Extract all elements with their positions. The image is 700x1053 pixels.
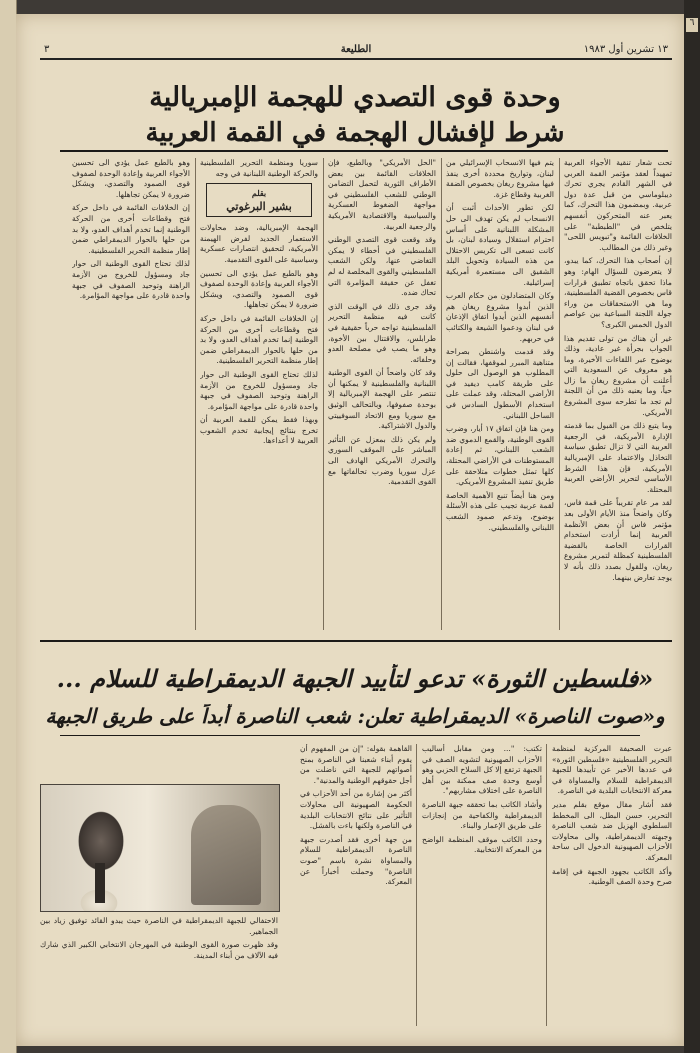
paragraph: يتم فيها الانسحاب الإسرائيلي من لبنان، وتواريخ محددة أخرى ينفذ فيها مشروع ريغان بخصوص الضفة الغربية وقطاع غزة.: [446, 158, 554, 199]
section-divider: [40, 640, 672, 642]
paragraph: وهو بالطبع عمل يؤدي الى تحسين الأجواء العربية وإعادة الوحدة لصفوف قوى الصمود والتصدي، ويشكل ضرورة لا يمكن تجاهلها.: [200, 268, 318, 310]
photo-background-figure: [191, 805, 261, 905]
article1-column-4: [200, 158, 318, 630]
column-rule: [441, 158, 442, 630]
page-header: [40, 44, 672, 60]
article1-column-3: [328, 158, 436, 630]
caption-paragraph: وقد ظهرت صورة القوى الوطنية في المهرجان الانتخابي الكبير الذي شارك فيه الآلاف من أبناء المدينة.: [40, 940, 278, 960]
paragraph: الهجمة الإمبريالية، وضد محاولات الاستعمار الجديد لفرض الهيمنة الأمريكية، لتحقيق انتصارات عسكرية وسياسية على القوى التقدمية.: [200, 223, 318, 264]
paragraph: وقد وقعت قوى التصدي الوطني الفلسطيني في أخطاء لا يمكن التغاضي عنها، ولكن الشعب الفلسطيني والقوى المخلصة له لم تغفل عن حقيقة المؤامرة التي تحاك ضده.: [328, 235, 436, 298]
paragraph: "الحل الأمريكي" وبالطبع، فإن الخلافات القائمة بين بعض الأطراف الثورية لتحمل التضامن الوطني للشعب الفلسطيني في مواجهة الضغوط العسكرية والسياسية والاقتصادية الأمريكية والرجعية العربية.: [328, 158, 436, 231]
paragraph: فقد أشار مقال موقع بقلم مدير التحرير، حسن البطل، الى المخطط السلطوي الهزيل ضد شعب الناصرة وجبهته الديمقراطية، والى محاولات الأحزاب الصهيونية الدخول الى ساحة المعركة.: [552, 799, 672, 862]
issue-date: ١٣ تشرين أول ١٩٨٣: [583, 44, 668, 55]
paragraph: إن الخلافات القائمة في داخل حركة فتح وقطاعات أخرى من الحركة الوطنية إنما تخدم أهداف العدو، ولا بد من حلها بالحوار الديمقراطي ضمن إطار منظمة التحرير الفلسطينية.: [72, 203, 190, 255]
main-headline: وحدة قوى التصدي للهجمة الإمبريالية: [149, 82, 561, 113]
column-rule: [416, 744, 417, 1026]
paragraph: أكثر من إشارة من أحد الأحزاب في الحكومة الصهيونية الى محاولات التأثير على نتائج الانتخابات البلدية في الناصرة ولكنها باءت بالفشل.: [300, 789, 412, 831]
paragraph: سوريا ومنظمة التحرير الفلسطينية والحركة الوطنية اللبنانية في وجه: [200, 158, 318, 178]
headline-rule: [60, 735, 640, 736]
paragraph: لكن تطور الأحداث أثبت أن الانسحاب لم يكن تهدف الى حل المشكلة اللبنانية على أساس احترام استقلال وسيادة لبنان، بل كانت تسعى الى تكريس الاحتلال من هذه السيادة وتحويل البلد الشقيق الى مستعمرة أمريكية إسرائيلية.: [446, 203, 554, 287]
article2-column-3: [300, 744, 412, 1026]
second-subheadline: و«صوت الناصرة» الديمقراطية تعلن: شعب الناصرة أبداً على طريق الجبهة: [45, 704, 665, 728]
paragraph: وأشاد الكاتب بما تحققه جبهة الناصرة الديمقراطية والكفاحية من إنجازات على طريق الإعمار والبناء.: [422, 799, 542, 831]
paragraph: وبهذا فقط يمكن للقمة العربية أن تخرج بنتائج إيجابية تخدم الشعوب العربية لا أعداءها.: [200, 415, 318, 446]
paragraph: غير أن هناك من تولى تقديم هذا الجواب بجرأة غير عادية، وذلك بوضوح عبر اللقاءات الأخيرة، وما هو معروف عن السعودية التي أعلنت أن مشروع ريغان ما زال حياً، وما يعنيه ذلك من أن اللجنة لم تجد ما تطرحه سوى المشروع الأمريكي.: [564, 333, 672, 417]
paragraph: تكتب: "... ومن مقابل أساليب الأحزاب الصهيونية لتشويه الصف في الجبهة ترتفع إلا كل السلاح الحزبي وهو أوسع وحدة صف ممكنة بين أهل الناصرة على اختلاف مشاربهم".: [422, 744, 542, 796]
article1-body: [40, 158, 672, 630]
adjacent-page-edge: [0, 0, 17, 1053]
column-rule: [323, 158, 324, 630]
paragraph: إن الخلافات القائمة في داخل حركة فتح وقطاعات أخرى من الحركة الوطنية إنما تخدم أهداف العدو، ولا بد من حلها بالحوار الديمقراطي ضمن إطار منظمة التحرير الفلسطينية.: [200, 313, 318, 366]
article2-body: [40, 744, 672, 1026]
paragraph: لذلك تحتاج القوى الوطنية الى حوار جاد ومسؤول للخروج من الأزمة الراهنة وتوحيد الصفوف في جبهة واحدة قادرة على مواجهة المؤامرة.: [72, 259, 190, 301]
main-subheadline: شرط لإفشال الهجمة في القمة العربية: [145, 118, 565, 148]
paragraph: عبرت الصحيفة المركزية لمنظمة التحرير الفلسطينية «فلسطين الثورة» في عددها الأخير عن تأييدها للجبهة الديمقراطية للسلام والمساواة في معركة الانتخابات البلدية في الناصرة.: [552, 744, 672, 796]
headline-rule: [60, 150, 668, 152]
paragraph: وما يتبع ذلك من القبول بما قدمته الإدارة الأمريكية، في الرجعية العربية التي لا تزال تطبق سياسة التخاذل والاعتماد على الإمبريالية الأمريكية، فإن هذا الشرط الأساسي لتحرير الأراضي العربية المحتلة.: [564, 421, 672, 494]
paragraph: وكان المتضادلون من حكام العرب الذين أبدوا مشروع ريغان هم أنفسهم الذين أيدوا اتفاق الإذعان في لبنان ودعموا الشيعة والكتائب في حربهم.: [446, 291, 554, 343]
article1-column-5: [72, 158, 190, 630]
column-rule: [546, 744, 547, 1026]
paragraph: من جهة أخرى فقد أصدرت جبهة الناصرة الديمقراطية للسلام والمساواة نشرة باسم "صوت الناصرة" وحملت أخباراً عن المعركة.: [300, 834, 412, 887]
second-headline: «فلسطين الثورة» تدعو لتأييد الجبهة الديمقراطية للسلام ...: [56, 664, 654, 693]
paragraph: إن أصحاب هذا التحرك، كما يبدو، لا يتعرضون للسؤال الهام: وهو ماذا تحقق باتجاه تطبيق قرارات قاس بخصوص القضية الفلسطينية، وما هي الاستحقاقات من وراء جولة اللجنة السباعية بين عواصم الدول الخمس الكبرى؟: [564, 256, 672, 329]
paragraph: القاهمة بقوله: "إن من المفهوم أن يقوم أبناء شعبنا في الناصرة بمنح أصواتهم للجبهة التي ناضلت من أجل حقوقهم الوطنية والمدنية".: [300, 744, 412, 785]
paragraph: وقد قدمت واشنطن بصراحة متناهية المبرر لموقفها، فقالت إن المطلوب هو الوصول الى حلول على طريقة كامب ديفيد في الأراضي المحتلة، وقد عملت على استخدام الأسطول السادس في الساحل اللبناني.: [446, 347, 554, 420]
column-rule: [559, 158, 560, 630]
edge-page-number: ٦: [686, 18, 698, 32]
paragraph: لذلك تحتاج القوى الوطنية الى حوار جاد ومسؤول للخروج من الأزمة الراهنة وتوحيد الصفوف في جبهة واحدة قادرة على مواجهة المؤامرة.: [200, 369, 318, 411]
column-rule: [195, 158, 196, 630]
news-photo: [40, 784, 280, 912]
article2-column-1: [552, 744, 672, 1026]
photo-tie: [95, 863, 105, 903]
paragraph: وأكد الكاتب بجهود الجبهة في إقامة صرح وحدة الصف الوطنية.: [552, 866, 672, 887]
paragraph: وقد كان واضحاً أن القوى الوطنية اللبنانية والفلسطينية لا يمكنها أن تنتصر على الهجمة الإمبريالية إلا بوحدة صفوفها، وبالتحالف الوثيق مع سوريا ومع الاتحاد السوفييتي والدول الاشتراكية.: [328, 368, 436, 431]
scan-margin: [684, 0, 700, 1053]
byline-box: [206, 183, 312, 217]
photo-caption: [40, 916, 278, 961]
article2-column-2: [422, 744, 542, 1026]
byline-name: بشير البرغوتي: [226, 200, 292, 214]
paragraph: وهو بالطبع عمل يؤدي الى تحسين الأجواء العربية وإعادة الوحدة لصفوف قوى الصمود والتصدي، ويشكل ضرورة لا يمكن تجاهلها.: [72, 158, 190, 199]
paragraph: تحت شعار تنقية الأجواء العربية تمهيداً لعقد مؤتمر القمة العربي في الشهر القادم يجري تحرك ديبلوماسي من قبل عدة دول عربية. وبمضمون هذا التحرك، كما يعبر عنه المتحركون أنفسهم يتلخص في "الطبطبة" على الخلافات القائمة و"تبويس اللحى" وغير ذلك من المطالب.: [564, 158, 672, 252]
page-number: ٣: [44, 44, 50, 55]
paragraph: ومن هنا أيضاً تنبع الأهمية الخاصة لقمة عربية تجيب على هذه الأسئلة بوضوح، وتدعم صمود الشعب اللبناني والفلسطيني.: [446, 490, 554, 532]
paragraph: ومن هنا فإن اتفاق ١٧ أيار، وضرب القوى الوطنية، والقمع الدموي ضد الشعب اللبناني، ثم إعادة المستوطنات في الأراضي المحتلة، كلها تمثل خطوات متلاحقة على طريق تنفيذ المشروع الأمريكي.: [446, 424, 554, 487]
paragraph: وحدد الكاتب موقف المنظمة الواضح من المعركة الانتخابية.: [422, 834, 542, 855]
paragraph: ولم يكن ذلك بمعزل عن التأثير المباشر على الموقف السوري والتحرك الأمريكي الهادف الى عزل سوريا وضرب تحالفاتها مع القوى التقدمية.: [328, 434, 436, 487]
article1-column-1: [564, 158, 672, 630]
article1-column-2: [446, 158, 554, 630]
byline-label: بقلم: [251, 188, 267, 199]
paragraph: لقد مر عام تقريباً على قمة فاس، وكان واضحاً منذ الأيام الأولى بعد مؤتمر فاس أن بعض الأنظمة العربية إنما أرادت استخدام القرارات الخاصة بالقضية الفلسطينية كمظلة لتمرير مشروع ريغان، وللقول بصدد ذلك بأنه لا يوجد تعارض بينهما.: [564, 498, 672, 582]
caption-paragraph: الاحتفالي للجبهة الديمقراطية في الناصرة حيث يبدو القائد توفيق زياد بين الجماهير.: [40, 916, 278, 936]
paper-name: الطليعة: [340, 44, 372, 55]
paragraph: وقد جرى ذلك في الوقت الذي كانت فيه منظمة التحرير الفلسطينية تواجه حرباً حقيقية في طرابلس، والاقتتال بين الأخوة، وهو ما يصب في مصلحة العدو وحلفائه.: [328, 301, 436, 364]
